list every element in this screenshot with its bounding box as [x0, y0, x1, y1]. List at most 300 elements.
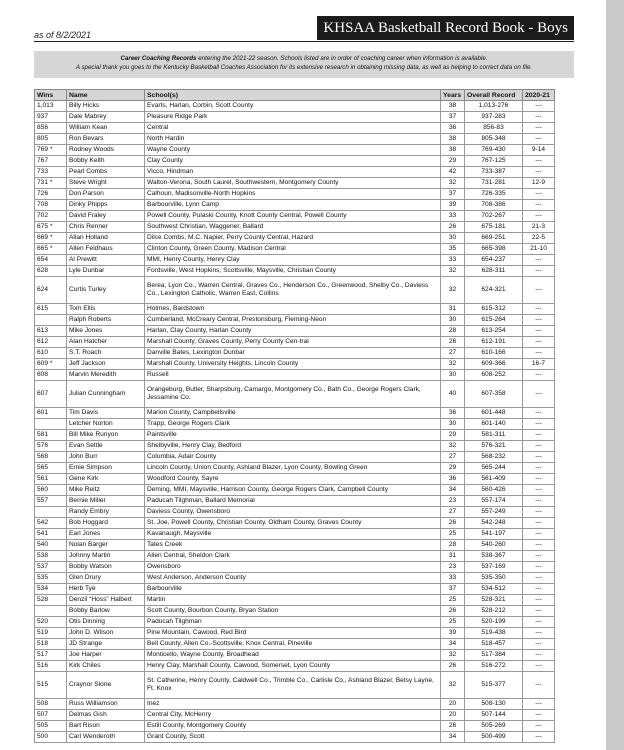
cell-overall-record: 520-199	[465, 617, 523, 628]
cell-season-2020-21: ---	[523, 518, 555, 529]
table-row	[35, 529, 555, 540]
cell-name: John Burr	[67, 452, 145, 463]
cell-name: Randy Embry	[67, 507, 145, 518]
cell-overall-record: 937-283	[465, 112, 523, 123]
table-row	[35, 699, 555, 710]
cell-overall-record: 612-191	[465, 337, 523, 348]
cell-years: 34	[441, 485, 465, 496]
cell-schools: Orangeburg, Butler, Sharpsburg, Camargo, Montgomery Co., Bath Co., George Rogers Clark, Jessamine Co.	[145, 381, 441, 408]
table-row	[35, 540, 555, 551]
cell-season-2020-21: ---	[523, 710, 555, 721]
cell-season-2020-21: ---	[523, 266, 555, 277]
table-row	[35, 277, 555, 304]
cell-overall-record: 669-251	[465, 233, 523, 244]
cell-name: Tim Davis	[67, 408, 145, 419]
cell-name: Lyle Dunbar	[67, 266, 145, 277]
cell-name: Curtis Turley	[67, 277, 145, 304]
cell-name: Julian Cunningham	[67, 381, 145, 408]
cell-schools: Henry Clay, Marshall County, Cawood, Somerset, Lyon County	[145, 661, 441, 672]
cell-schools: Pleasure Ridge Park	[145, 112, 441, 123]
cell-season-2020-21: ---	[523, 485, 555, 496]
cell-season-2020-21: 21-3	[523, 222, 555, 233]
cell-season-2020-21: ---	[523, 732, 555, 743]
cell-schools: Martin	[145, 595, 441, 606]
cell-name: Bernie Miller	[67, 496, 145, 507]
cell-season-2020-21: ---	[523, 562, 555, 573]
cell-season-2020-21: ---	[523, 156, 555, 167]
cell-years: 29	[441, 463, 465, 474]
col-header-years: Years	[441, 90, 465, 101]
cell-overall-record: 538-367	[465, 551, 523, 562]
page-title: KHSAA Basketball Record Book - Boys	[317, 16, 574, 40]
table-row	[35, 452, 555, 463]
cell-season-2020-21: ---	[523, 189, 555, 200]
cell-wins: 541	[35, 529, 67, 540]
cell-wins: 669 *	[35, 233, 67, 244]
cell-overall-record: 507-144	[465, 710, 523, 721]
cell-schools: Russell	[145, 370, 441, 381]
cell-schools: Allen Central, Sheldon Clark	[145, 551, 441, 562]
cell-overall-record: 601-140	[465, 419, 523, 430]
cell-name: Bobby Keith	[67, 156, 145, 167]
table-row	[35, 134, 555, 145]
cell-schools: MMI, Henry County, Henry Clay	[145, 255, 441, 266]
cell-schools: Pine Mountain, Cawood, Red Bird	[145, 628, 441, 639]
cell-years: 36	[441, 474, 465, 485]
cell-years: 26	[441, 661, 465, 672]
table-row	[35, 189, 555, 200]
cell-overall-record: 517-384	[465, 650, 523, 661]
cell-schools: Central	[145, 123, 441, 134]
cell-overall-record: 515-377	[465, 672, 523, 699]
table-row	[35, 112, 555, 123]
cell-season-2020-21: ---	[523, 430, 555, 441]
table-row	[35, 628, 555, 639]
cell-schools: Evarts, Harlan, Corbin, Scott County	[145, 101, 441, 112]
cell-season-2020-21: ---	[523, 211, 555, 222]
cell-years: 30	[441, 315, 465, 326]
table-row	[35, 496, 555, 507]
page-header	[34, 16, 574, 42]
cell-name: Don Parson	[67, 189, 145, 200]
cell-season-2020-21: ---	[523, 529, 555, 540]
cell-schools: Clay County	[145, 156, 441, 167]
cell-wins: 610	[35, 348, 67, 359]
cell-season-2020-21: ---	[523, 370, 555, 381]
cell-overall-record: 557-174	[465, 496, 523, 507]
cell-season-2020-21: ---	[523, 101, 555, 112]
cell-season-2020-21: ---	[523, 540, 555, 551]
cell-wins	[35, 606, 67, 617]
cell-overall-record: 518-457	[465, 639, 523, 650]
cell-name: John D. Wilson	[67, 628, 145, 639]
cell-name: William Kean	[67, 123, 145, 134]
cell-wins: 675 *	[35, 222, 67, 233]
table-row	[35, 359, 555, 370]
table-row	[35, 721, 555, 732]
table-row	[35, 156, 555, 167]
cell-name: Letcher Norton	[67, 419, 145, 430]
cell-overall-record: 557-249	[465, 507, 523, 518]
table-row	[35, 441, 555, 452]
cell-name: Denzil “Hoss” Halbert	[67, 595, 145, 606]
cell-name: Ernie Simpson	[67, 463, 145, 474]
table-row	[35, 233, 555, 244]
table-row	[35, 661, 555, 672]
col-header-overall-record: Overall Record	[465, 90, 523, 101]
cell-season-2020-21: ---	[523, 595, 555, 606]
table-row	[35, 463, 555, 474]
cell-overall-record: 610-166	[465, 348, 523, 359]
table-row	[35, 348, 555, 359]
cell-schools: Powell County, Pulaski County, Knott County Central, Powell County	[145, 211, 441, 222]
cell-season-2020-21: ---	[523, 573, 555, 584]
cell-schools: Deming, MMI, Maysville, Harrison County, George Rogers Clark, Campbell County	[145, 485, 441, 496]
cell-overall-record: 560-426	[465, 485, 523, 496]
cell-schools: Walton-Verona, South Laurel, Southwestern, Montgomery County	[145, 178, 441, 189]
cell-name: Kirk Chiles	[67, 661, 145, 672]
cell-wins: 733	[35, 167, 67, 178]
cell-wins: 540	[35, 540, 67, 551]
cell-wins: 608	[35, 370, 67, 381]
table-row	[35, 266, 555, 277]
cell-schools: Dilce Combs, M.C. Napier, Perry County Central, Hazard	[145, 233, 441, 244]
cell-season-2020-21: ---	[523, 315, 555, 326]
cell-years: 27	[441, 452, 465, 463]
cell-wins: 612	[35, 337, 67, 348]
cell-years: 31	[441, 304, 465, 315]
cell-schools: West Anderson, Anderson County	[145, 573, 441, 584]
cell-wins: 576	[35, 441, 67, 452]
cell-season-2020-21: ---	[523, 606, 555, 617]
cell-wins: 702	[35, 211, 67, 222]
cell-years: 39	[441, 628, 465, 639]
cell-years: 32	[441, 178, 465, 189]
cell-name: Mike Reitz	[67, 485, 145, 496]
cell-years: 29	[441, 156, 465, 167]
cell-overall-record: 805-348	[465, 134, 523, 145]
col-header-schools: School(s)	[145, 90, 441, 101]
cell-wins: 565	[35, 463, 67, 474]
cell-years: 30	[441, 370, 465, 381]
table-row	[35, 732, 555, 743]
cell-wins: 856	[35, 123, 67, 134]
note-bold-lead: Career Coaching Records	[120, 55, 197, 62]
cell-wins: 615	[35, 304, 67, 315]
table-row	[35, 507, 555, 518]
table-body	[35, 101, 555, 743]
cell-wins: 528	[35, 595, 67, 606]
cell-years: 38	[441, 145, 465, 156]
cell-season-2020-21: ---	[523, 304, 555, 315]
cell-overall-record: 519-438	[465, 628, 523, 639]
cell-wins: 508	[35, 699, 67, 710]
cell-years: 25	[441, 617, 465, 628]
cell-schools: Paintsville	[145, 430, 441, 441]
cell-overall-record: 767-125	[465, 156, 523, 167]
table-row	[35, 244, 555, 255]
col-header-name: Name	[67, 90, 145, 101]
cell-schools: North Hardin	[145, 134, 441, 145]
cell-schools: Fordsville, West Hopkins, Scottsville, Maysville, Christian County	[145, 266, 441, 277]
cell-schools: Paducah Tilghman, Ballard Memorial	[145, 496, 441, 507]
cell-overall-record: 708-386	[465, 200, 523, 211]
coaching-records-table	[34, 89, 555, 743]
note-line-1: entering the 2021-22 season. Schools listed are in order of coaching career when information is available.	[196, 55, 488, 62]
cell-wins	[35, 419, 67, 430]
cell-season-2020-21: ---	[523, 167, 555, 178]
cell-season-2020-21: ---	[523, 348, 555, 359]
cell-season-2020-21: ---	[523, 452, 555, 463]
table-row	[35, 474, 555, 485]
cell-season-2020-21: ---	[523, 584, 555, 595]
table-row	[35, 617, 555, 628]
cell-schools: Barbourville, Lynn Camp	[145, 200, 441, 211]
cell-name: Evan Settle	[67, 441, 145, 452]
cell-overall-record: 615-264	[465, 315, 523, 326]
cell-wins: 519	[35, 628, 67, 639]
cell-wins: 607	[35, 381, 67, 408]
cell-season-2020-21: ---	[523, 381, 555, 408]
table-row	[35, 326, 555, 337]
cell-wins: 515	[35, 672, 67, 699]
cell-years: 25	[441, 529, 465, 540]
table-row	[35, 595, 555, 606]
cell-schools: St. Catherine, Henry County, Caldwell Co., Trimble Co., Carlisle Co., Ashland Blazer, Betsy Layne, Ft. Knox	[145, 672, 441, 699]
cell-season-2020-21: 16-7	[523, 359, 555, 370]
cell-season-2020-21: ---	[523, 200, 555, 211]
cell-wins: 708	[35, 200, 67, 211]
table-row	[35, 650, 555, 661]
cell-name: Mike Jones	[67, 326, 145, 337]
cell-overall-record: 731-281	[465, 178, 523, 189]
cell-name: Pearl Combs	[67, 167, 145, 178]
cell-schools: Monticello, Wayne County, Broadhead	[145, 650, 441, 661]
cell-schools: Marshall County, Graves County, Perry County Cen-tral	[145, 337, 441, 348]
cell-wins: 507	[35, 710, 67, 721]
cell-wins: 654	[35, 255, 67, 266]
cell-years: 26	[441, 337, 465, 348]
cell-years: 26	[441, 606, 465, 617]
cell-name: Ralph Roberts	[67, 315, 145, 326]
cell-overall-record: 542-248	[465, 518, 523, 529]
cell-years: 30	[441, 233, 465, 244]
cell-season-2020-21: ---	[523, 326, 555, 337]
cell-name: Glen Drury	[67, 573, 145, 584]
cell-schools: Daviess County, Owensboro	[145, 507, 441, 518]
cell-wins: 560	[35, 485, 67, 496]
cell-wins: 805	[35, 134, 67, 145]
cell-overall-record: 702-267	[465, 211, 523, 222]
cell-wins: 520	[35, 617, 67, 628]
cell-overall-record: 576-321	[465, 441, 523, 452]
col-header-2020-21: 2020-21	[523, 90, 555, 101]
cell-overall-record: 537-169	[465, 562, 523, 573]
cell-season-2020-21: ---	[523, 650, 555, 661]
cell-name: Steve Wright	[67, 178, 145, 189]
cell-name: Craynor Slone	[67, 672, 145, 699]
table-row	[35, 584, 555, 595]
cell-season-2020-21: 22-5	[523, 233, 555, 244]
cell-name: Russ Williamson	[67, 699, 145, 710]
cell-wins: 561	[35, 474, 67, 485]
cell-years: 28	[441, 540, 465, 551]
cell-years: 26	[441, 518, 465, 529]
cell-overall-record: 675-181	[465, 222, 523, 233]
cell-schools: Holmes, Bardstown	[145, 304, 441, 315]
cell-overall-record: 500-499	[465, 732, 523, 743]
table-row	[35, 419, 555, 430]
table-row	[35, 672, 555, 699]
cell-years: 28	[441, 326, 465, 337]
table-row	[35, 551, 555, 562]
cell-schools: Cumberland, McCreary Central, Prestonsburg, Fleming-Neon	[145, 315, 441, 326]
cell-overall-record: 608-252	[465, 370, 523, 381]
cell-years: 33	[441, 573, 465, 584]
cell-schools: St. Joe, Powell County, Christian County, Oldham County, Graves County	[145, 518, 441, 529]
table-row	[35, 222, 555, 233]
cell-wins: 518	[35, 639, 67, 650]
cell-years: 34	[441, 639, 465, 650]
cell-years: 42	[441, 167, 465, 178]
cell-season-2020-21: ---	[523, 474, 555, 485]
cell-schools: Vicco, Hindman	[145, 167, 441, 178]
cell-wins: 557	[35, 496, 67, 507]
cell-season-2020-21: ---	[523, 699, 555, 710]
cell-overall-record: 769-430	[465, 145, 523, 156]
cell-wins: 665 *	[35, 244, 67, 255]
cell-season-2020-21: 21-10	[523, 244, 555, 255]
cell-overall-record: 561-409	[465, 474, 523, 485]
cell-schools: Marshall County, University Heights, Lincoln County	[145, 359, 441, 370]
cell-overall-record: 665-398	[465, 244, 523, 255]
cell-schools: Kavanaugh, Maysville	[145, 529, 441, 540]
cell-wins: 726	[35, 189, 67, 200]
cell-schools: Harlan, Clay County, Harlan County	[145, 326, 441, 337]
cell-wins: 517	[35, 650, 67, 661]
cell-years: 35	[441, 244, 465, 255]
cell-years: 34	[441, 732, 465, 743]
cell-years: 40	[441, 381, 465, 408]
table-row	[35, 430, 555, 441]
cell-years: 37	[441, 584, 465, 595]
cell-season-2020-21: ---	[523, 639, 555, 650]
cell-years: 26	[441, 222, 465, 233]
cell-overall-record: 601-448	[465, 408, 523, 419]
cell-name: Johnny Martin	[67, 551, 145, 562]
cell-wins: 505	[35, 721, 67, 732]
cell-name: Gene Kirk	[67, 474, 145, 485]
cell-season-2020-21: ---	[523, 672, 555, 699]
cell-overall-record: 856-83	[465, 123, 523, 134]
table-row	[35, 211, 555, 222]
cell-years: 39	[441, 200, 465, 211]
cell-overall-record: 628-311	[465, 266, 523, 277]
cell-name: Bobby Barlow	[67, 606, 145, 617]
cell-schools: Estill County, Montgomery County	[145, 721, 441, 732]
cell-overall-record: 534-512	[465, 584, 523, 595]
cell-name: S.T. Roach	[67, 348, 145, 359]
table-row	[35, 304, 555, 315]
cell-wins: 1,013	[35, 101, 67, 112]
table-header-row	[35, 90, 555, 101]
cell-wins: 937	[35, 112, 67, 123]
cell-wins: 609 *	[35, 359, 67, 370]
cell-schools: Wayne County	[145, 145, 441, 156]
cell-schools: Woodford County, Sayre	[145, 474, 441, 485]
cell-years: 37	[441, 189, 465, 200]
cell-overall-record: 508-130	[465, 699, 523, 710]
cell-wins: 500	[35, 732, 67, 743]
cell-season-2020-21: 9-14	[523, 145, 555, 156]
table-row	[35, 370, 555, 381]
cell-overall-record: 733-387	[465, 167, 523, 178]
cell-overall-record: 624-321	[465, 277, 523, 304]
cell-wins: 628	[35, 266, 67, 277]
page-edge-shadow	[606, 0, 624, 750]
cell-years: 25	[441, 595, 465, 606]
table-row	[35, 200, 555, 211]
cell-years: 33	[441, 211, 465, 222]
cell-name: Allen Feldhaus	[67, 244, 145, 255]
cell-years: 30	[441, 419, 465, 430]
cell-season-2020-21: ---	[523, 408, 555, 419]
cell-schools: Scott County, Bourbon County, Bryan Station	[145, 606, 441, 617]
cell-name: Bobby Watson	[67, 562, 145, 573]
table-row	[35, 606, 555, 617]
cell-name: Herb Tye	[67, 584, 145, 595]
cell-years: 29	[441, 430, 465, 441]
cell-wins: 537	[35, 562, 67, 573]
cell-overall-record: 1,013-276	[465, 101, 523, 112]
cell-schools: Bell County, Allen Co.-Scottsville, Knox Central, Pineville	[145, 639, 441, 650]
note-line-2: A special thank you goes to the Kentucky Basketball Coaches Association for its extensive research in obtaining missing data, as well as helping to correct data on file.	[75, 64, 533, 71]
table-row	[35, 167, 555, 178]
cell-name: Delmas Gish	[67, 710, 145, 721]
cell-overall-record: 568-232	[465, 452, 523, 463]
cell-name: JD Strange	[67, 639, 145, 650]
cell-overall-record: 565-244	[465, 463, 523, 474]
cell-years: 23	[441, 562, 465, 573]
cell-schools: Calhoun, Madisonville-North Hopkins	[145, 189, 441, 200]
cell-wins	[35, 315, 67, 326]
cell-name: Carl Wenderoth	[67, 732, 145, 743]
cell-wins: 535	[35, 573, 67, 584]
cell-schools: Marion County, Campbellsville	[145, 408, 441, 419]
cell-wins: 568	[35, 452, 67, 463]
cell-name: Bob Hoggard	[67, 518, 145, 529]
cell-overall-record: 581-311	[465, 430, 523, 441]
table-row	[35, 145, 555, 156]
cell-years: 26	[441, 721, 465, 732]
cell-overall-record: 540-260	[465, 540, 523, 551]
cell-wins: 613	[35, 326, 67, 337]
cell-name: Al Prewitt	[67, 255, 145, 266]
cell-name: Ron Bevars	[67, 134, 145, 145]
cell-overall-record: 609-366	[465, 359, 523, 370]
cell-overall-record: 607-358	[465, 381, 523, 408]
cell-wins: 542	[35, 518, 67, 529]
cell-overall-record: 541-197	[465, 529, 523, 540]
cell-schools: Owensboro	[145, 562, 441, 573]
cell-season-2020-21: ---	[523, 441, 555, 452]
cell-wins: 516	[35, 661, 67, 672]
table-row	[35, 178, 555, 189]
cell-years: 37	[441, 112, 465, 123]
cell-schools: Lincoln County, Union County, Ashland Blazer, Lyon County, Bowling Green	[145, 463, 441, 474]
cell-years: 27	[441, 348, 465, 359]
table-row	[35, 485, 555, 496]
